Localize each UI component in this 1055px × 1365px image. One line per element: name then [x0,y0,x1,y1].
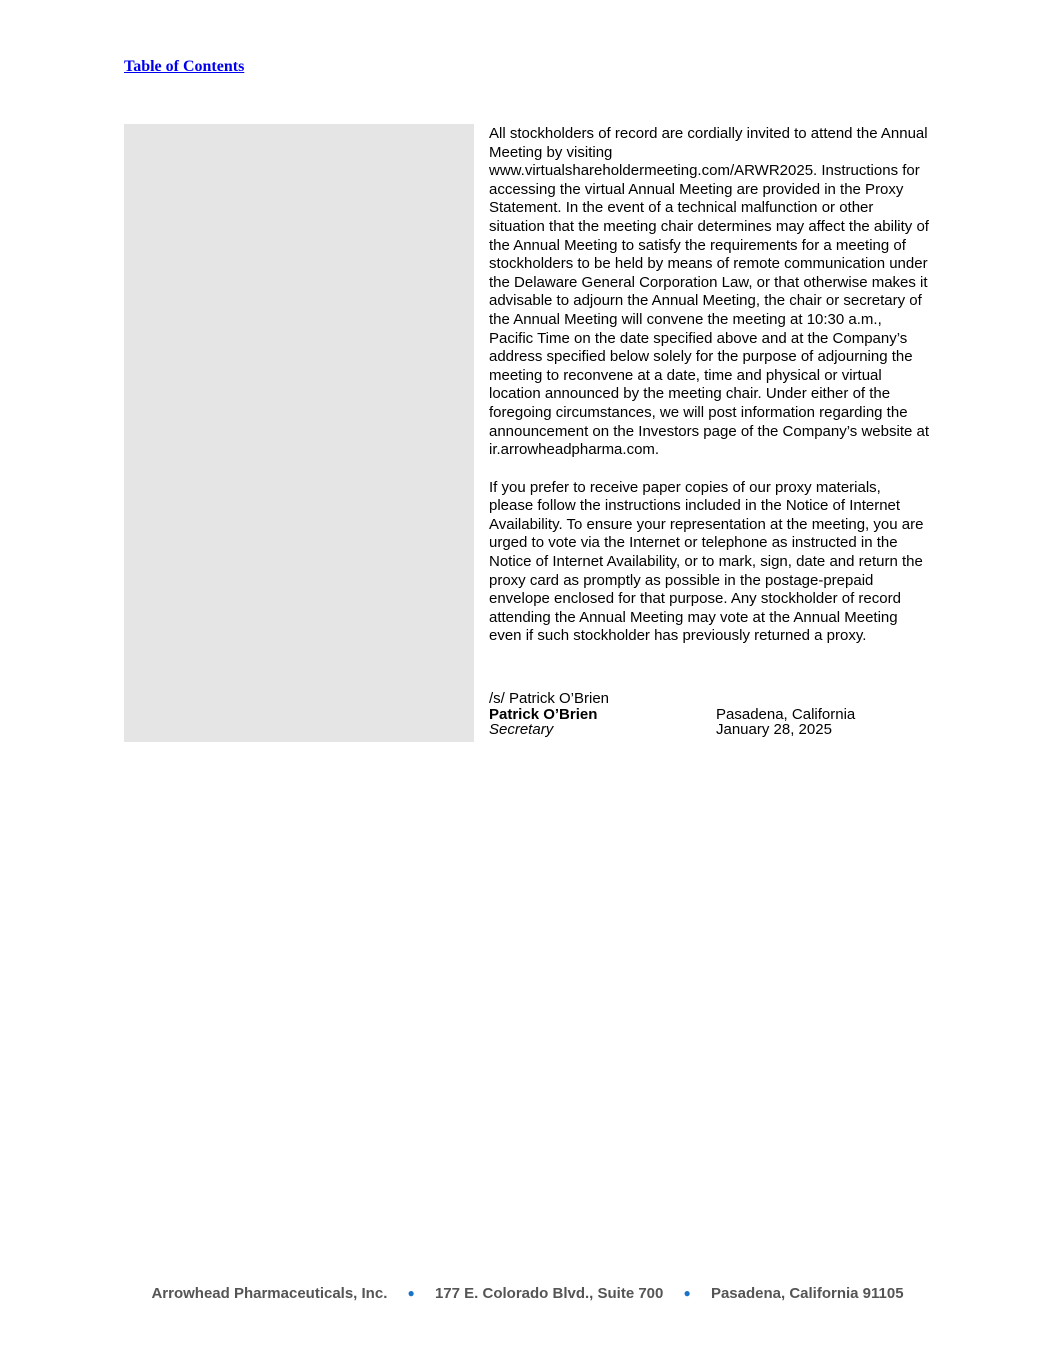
signed-line: /s/ Patrick O’Brien [489,690,610,707]
signature-date: January 28, 2025 [716,721,832,738]
page-footer [0,1285,1055,1302]
table-of-contents-link[interactable]: Table of Contents [124,58,245,75]
bullet-separator-icon: ● [407,1286,415,1300]
signatory-name: Patrick O’Brien [489,705,598,723]
attendance-paragraph: All stockholders of record are cordially invited to attend the Annual Meeting by visiting www.virtualshareholdermeeting.com/ARWR2025. Instructions for accessing the virtual Annual Meeting are provided in the Proxy Statement. In the event of a technical malfunction or other situation that the meeting chair determines may affect the ability of the Annual Meeting to satisfy the requirements for a meeting of stockholders to be held by means of remote communication under the Delaware General Corporation Law, or that otherwise makes it advisable to adjourn the Annual Meeting, the chair or secretary of the Annual Meeting will convene the meeting at 10:30 a.m., Pacific Time on the date specified above and at the Company’s address specified below solely for the purpose of adjourning the meeting to reconvene at a date, time and physical or virtual location announced by the meeting chair. Under either of the foregoing circumstances, we will post information regarding the announcement on the Investors page of the Company’s website at ir.arrowheadpharma.com. [489,125,930,459]
proxy-materials-paragraph: If you prefer to receive paper copies of our proxy materials, please follow the instructions included in the Notice of Internet Availability. To ensure your representation at the meeting, you are urged to vote via the Internet or telephone as instructed in the Notice of Internet Availability, or to mark, sign, date and return the proxy card as promptly as possible in the postage-prepaid envelope enclosed for that purpose. Any stockholder of record attending the Annual Meeting may vote at the Annual Meeting even if such stockholder has previously returned a proxy. [489,478,924,645]
meeting-notice-text [489,125,929,665]
decorative-gray-panel [124,124,474,742]
signatory-title: Secretary [489,721,554,738]
footer-city: Pasadena, California 91105 [710,1285,904,1302]
signature-location: Pasadena, California [716,705,856,723]
signature-block [489,691,929,738]
footer-company: Arrowhead Pharmaceuticals, Inc. [151,1285,388,1302]
footer-address: 177 E. Colorado Blvd., Suite 700 [434,1285,664,1302]
bullet-separator-icon: ● [683,1286,691,1300]
